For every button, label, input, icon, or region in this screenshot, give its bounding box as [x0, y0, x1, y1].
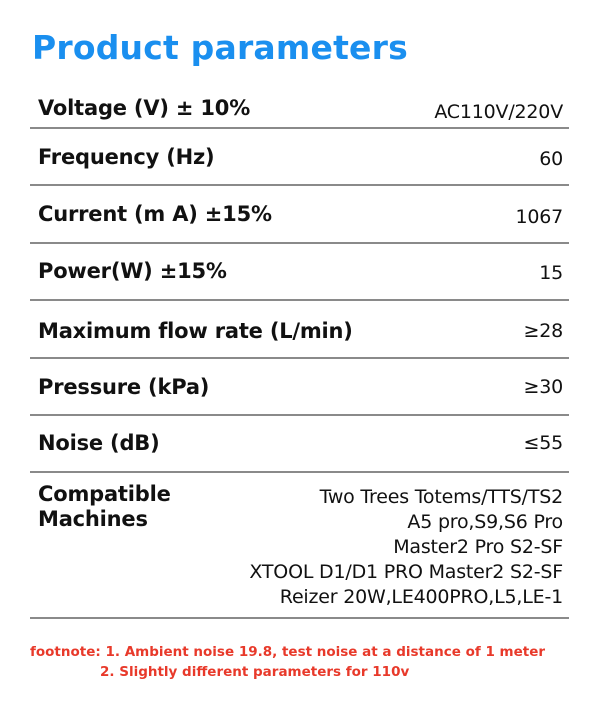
page-title: Product parameters [32, 28, 408, 67]
row-pressure [30, 359, 569, 416]
row-value: ≥28 [523, 320, 563, 342]
row-label [38, 482, 171, 532]
label-line: Machines [38, 507, 148, 531]
machine-item: Reizer 20W,LE400PRO,L5,LE-1 [279, 586, 563, 608]
row-label: Frequency (Hz) [38, 145, 215, 169]
row-frequency [30, 129, 569, 186]
row-label: Noise (dB) [38, 431, 160, 455]
footnote-line: footnote: 1. Ambient noise 19.8, test noise at a distance of 1 meter [30, 644, 546, 660]
label-line: Compatible [38, 482, 171, 506]
row-voltage [30, 90, 569, 129]
machine-item: A5 pro,S9,S6 Pro [407, 511, 563, 533]
row-compatible-machines [30, 473, 569, 619]
row-value: 1067 [515, 206, 563, 228]
machine-item: Two Trees Totems/TTS/TS2 [319, 486, 563, 508]
row-current [30, 186, 569, 244]
row-noise [30, 416, 569, 473]
row-value: 15 [539, 262, 563, 284]
footnote [30, 642, 545, 682]
row-value: AC110V/220V [434, 101, 563, 123]
row-label: Voltage (V) ± 10% [38, 96, 251, 120]
row-value: ≤55 [523, 432, 563, 454]
row-label: Power(W) ±15% [38, 259, 227, 283]
row-power [30, 244, 569, 301]
machine-item: Master2 Pro S2-SF [393, 536, 563, 558]
row-flow-rate [30, 301, 569, 359]
machines-list [249, 485, 563, 610]
row-label: Pressure (kPa) [38, 375, 210, 399]
machine-item: XTOOL D1/D1 PRO Master2 S2-SF [249, 561, 563, 583]
row-label: Current (m A) ±15% [38, 202, 272, 226]
row-value: ≥30 [523, 376, 563, 398]
footnote-line: 2. Slightly different parameters for 110v [100, 664, 410, 680]
row-value: 60 [539, 148, 563, 170]
row-label: Maximum flow rate (L/min) [38, 319, 353, 343]
